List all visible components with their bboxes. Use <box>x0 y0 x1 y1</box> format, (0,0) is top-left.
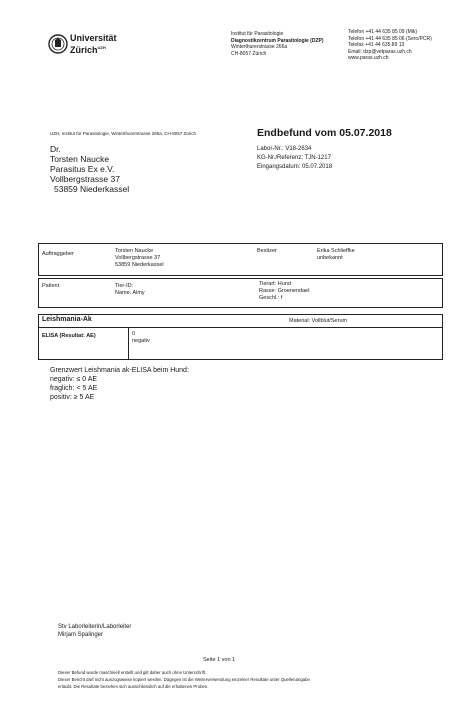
auftraggeber-label: Auftraggeber <box>42 251 74 257</box>
test-box <box>38 314 443 360</box>
test-header-divider <box>38 327 443 328</box>
auftraggeber-value: Torsten Naucke Vollbergstrasse 37 53859 Niederkassel <box>115 248 164 268</box>
page-number: Seite 1 von 1 <box>203 657 236 663</box>
footer-notes: Dieser Befund wurde maschinell erstellt und gilt daher auch ohne Unterschrift. Dieser Bericht darf nicht auszugsweise kopiert werden. Dagegen ist die Weiterverwendung einzelner Resultate unter Quellenangabe erlaubt. Die Resultate beziehen sich ausschliesslich auf die erhaltenen Proben. <box>58 670 310 689</box>
patient-right: Tierart: Hund Rasse: Groenendael Geschl.: f <box>259 281 310 301</box>
recipient-address: Dr. Torsten Naucke Parasitus Ex e.V. Vollbergstrasse 37 53859 Niederkassel <box>50 144 130 194</box>
test-value: 0 negativ <box>132 331 150 344</box>
university-name-line2: Zürich$^{UZH}$ <box>70 45 106 55</box>
university-name-line1: Universität <box>70 33 117 43</box>
seal-icon <box>48 34 68 54</box>
patient-label: Patient <box>42 283 60 289</box>
auftraggeber-box <box>38 243 443 276</box>
signature-block: Stv Laborleiterin/Laborleiter Mirjam Spalinger <box>58 624 132 638</box>
test-name: Leishmania-Ak <box>42 316 92 323</box>
test-col-divider <box>128 327 129 360</box>
patient-box <box>38 278 443 308</box>
besitzer-label: Besitzer <box>257 248 277 254</box>
university-name <box>70 34 117 55</box>
test-row-label: ELISA (Resultat: AE) <box>42 333 96 339</box>
sender-line: UZH, Institut für Parasitologie, Winterthurerstrasse 266a, CH-8057 Zürich <box>50 131 197 136</box>
besitzer-value: Erika Schlieffke unbekannt <box>317 248 355 261</box>
patient-left: Tier-ID: Name: Aimy <box>115 283 145 296</box>
report-title: Endbefund vom 05.07.2018 <box>257 127 392 139</box>
institute-block: Institut für Parasitologie Diagnostikzentrum Parasitologie (DZP) Winterthurerstrasse 266a CH-8057 Zürich <box>231 31 324 57</box>
test-material: Material: Vollblut/Serum <box>289 318 348 324</box>
grenzwert-block: Grenzwert Leishmania ak-ELISA beim Hund: negativ: ≤ 0 AE fraglich: < 5 AE positiv: ≥ 5 AE <box>50 367 189 401</box>
contact-block: Telefon +41 44 635 85 09 (Mik) Telefon +41 44 635 85 06 (Sero/PCR) Telefax +41 44 635 89 13 Email: dzp@vetparas.uzh.ch www.paras.uzh.ch <box>348 29 432 61</box>
university-logo <box>48 34 68 59</box>
report-meta: Labor-Nr.: V18-2634 KG-Nr./Referenz: TJN-1217 Eingangsdatum: 05.07.2018 <box>257 146 333 170</box>
